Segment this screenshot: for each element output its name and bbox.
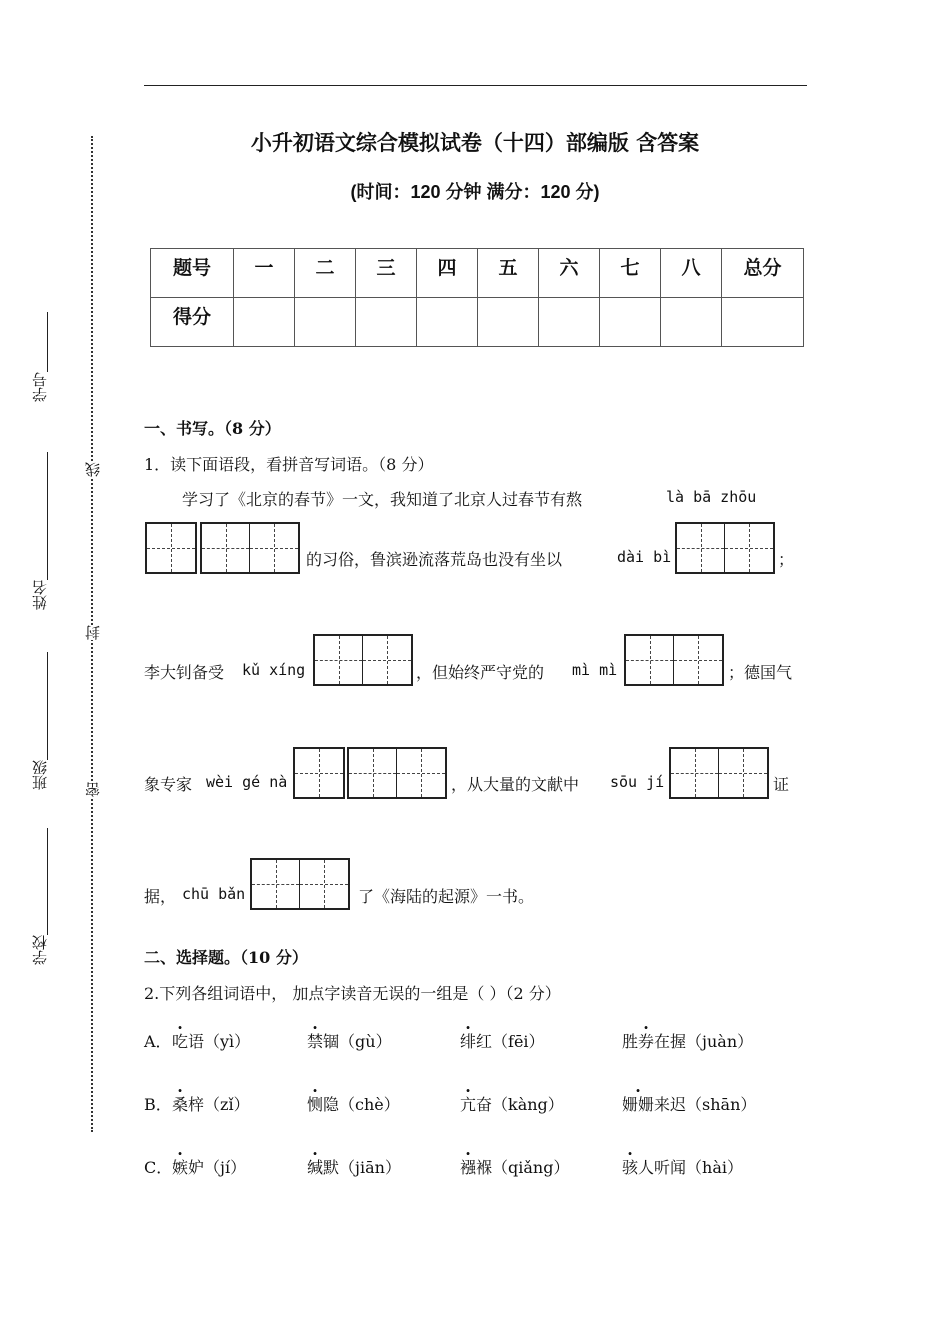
score-row-label: 得分	[151, 298, 234, 347]
header-rule	[144, 85, 807, 86]
answer-grid-wei[interactable]	[293, 747, 345, 799]
score-table	[150, 248, 804, 347]
option-c-word-1: 嫉妒（jí）	[172, 1158, 247, 1177]
binding-label-xian: 线	[84, 462, 102, 477]
question-2: 2.下列各组词语中， 加点字读音无误的一组是（ ）（2 分）	[144, 984, 561, 1003]
binding-label-feng: 封	[84, 625, 102, 640]
pinyin-la-ba-zhou: là bā zhōu	[666, 488, 757, 506]
passage-line-2: 的习俗，鲁滨逊流落荒岛也没有坐以	[306, 550, 563, 569]
score-cell[interactable]	[661, 298, 722, 347]
option-b-word-4: 姗姗来迟（shān）	[622, 1095, 757, 1114]
score-cell[interactable]	[295, 298, 356, 347]
score-table-score-row	[151, 298, 804, 347]
student-id-label: 学号	[31, 372, 49, 402]
passage-line-3-mid: ，但始终严守党的	[416, 663, 545, 682]
score-cell[interactable]	[478, 298, 539, 347]
school-label: 学校	[31, 935, 49, 965]
header-cell: 三	[356, 249, 417, 298]
score-cell[interactable]	[539, 298, 600, 347]
name-field[interactable]	[47, 452, 48, 580]
pinyin-wei-ge-na: wèi gé nà	[206, 773, 288, 791]
binding-label-mi: 密	[84, 782, 102, 797]
option-c-word-2: 缄默（jiān）	[307, 1158, 401, 1177]
header-cell: 二	[295, 249, 356, 298]
pinyin-sou-ji: sōu jí	[610, 773, 665, 791]
answer-grid-ku-xing[interactable]	[313, 634, 413, 686]
pinyin-ku-xing: kǔ xíng	[242, 661, 306, 679]
pinyin-mi-mi: mì mì	[572, 661, 618, 679]
header-cell: 总分	[722, 249, 804, 298]
header-cell: 一	[234, 249, 295, 298]
pinyin-chu-ban: chū bǎn	[182, 885, 246, 903]
passage-line-5-end: 了《海陆的起源》一书。	[358, 887, 535, 906]
option-b-word-1: 桑梓（zǐ）	[172, 1095, 250, 1114]
option-c-word-3: 襁褓（qiǎng）	[460, 1158, 570, 1177]
option-a-label[interactable]: A．	[144, 1032, 172, 1051]
passage-line-4-end: 证	[773, 775, 790, 794]
school-field[interactable]	[47, 828, 48, 935]
page-title: 小升初语文综合模拟试卷（十四）部编版 含答案	[250, 131, 700, 155]
passage-line-1: 学习了《北京的春节》一文，我知道了北京人过春节有熬	[182, 490, 583, 509]
answer-grid-sou-ji[interactable]	[669, 747, 769, 799]
score-cell[interactable]	[417, 298, 478, 347]
question-1: 1．读下面语段，看拼音写词语。（8 分）	[144, 455, 434, 474]
section-2-heading: 二、选择题。（10 分）	[144, 948, 308, 967]
header-cell: 七	[600, 249, 661, 298]
pinyin-dai-bi: dài bì	[617, 548, 672, 566]
answer-grid-chu-ban[interactable]	[250, 858, 350, 910]
passage-line-4: 象专家	[144, 775, 193, 794]
passage-line-3: 李大钊备受	[144, 663, 225, 682]
punct-semicolon: ；	[778, 550, 795, 569]
header-cell: 题号	[151, 249, 234, 298]
answer-grid-ba-zhou[interactable]	[200, 522, 300, 574]
option-a-word-1: 吃语（yì）	[172, 1032, 251, 1051]
section-1-heading: 一、书写。（8 分）	[144, 419, 281, 438]
exam-time-score: (时间：120 分钟 满分：120 分)	[350, 182, 600, 202]
passage-line-4-mid: ，从大量的文献中	[451, 775, 580, 794]
option-b-word-2: 恻隐（chè）	[307, 1095, 400, 1114]
option-a-word-2: 禁锢（gù）	[307, 1032, 392, 1051]
option-a-word-3: 绯红（fēi）	[460, 1032, 545, 1051]
option-c-label[interactable]: C．	[144, 1158, 173, 1177]
score-cell[interactable]	[722, 298, 804, 347]
answer-grid-ge-na[interactable]	[347, 747, 447, 799]
class-label: 班级	[31, 760, 49, 790]
answer-grid-mi-mi[interactable]	[624, 634, 724, 686]
header-cell: 六	[539, 249, 600, 298]
student-id-field[interactable]	[47, 312, 48, 372]
score-table-header-row	[151, 249, 804, 298]
option-a-word-4: 胜券在握（juàn）	[622, 1032, 754, 1051]
score-cell[interactable]	[234, 298, 295, 347]
name-label: 姓名	[31, 580, 49, 610]
score-cell[interactable]	[356, 298, 417, 347]
option-c-word-4: 骇人听闻（hài）	[622, 1158, 743, 1177]
score-cell[interactable]	[600, 298, 661, 347]
header-cell: 五	[478, 249, 539, 298]
passage-line-5: 据，	[144, 887, 177, 906]
passage-line-3-end: ；德国气	[728, 663, 793, 682]
header-cell: 八	[661, 249, 722, 298]
answer-grid-dai-bi[interactable]	[675, 522, 775, 574]
header-cell: 四	[417, 249, 478, 298]
class-field[interactable]	[47, 652, 48, 760]
option-b-word-3: 亢奋（kàng）	[460, 1095, 564, 1114]
answer-grid-la[interactable]	[145, 522, 197, 574]
option-b-label[interactable]: B．	[144, 1095, 172, 1114]
